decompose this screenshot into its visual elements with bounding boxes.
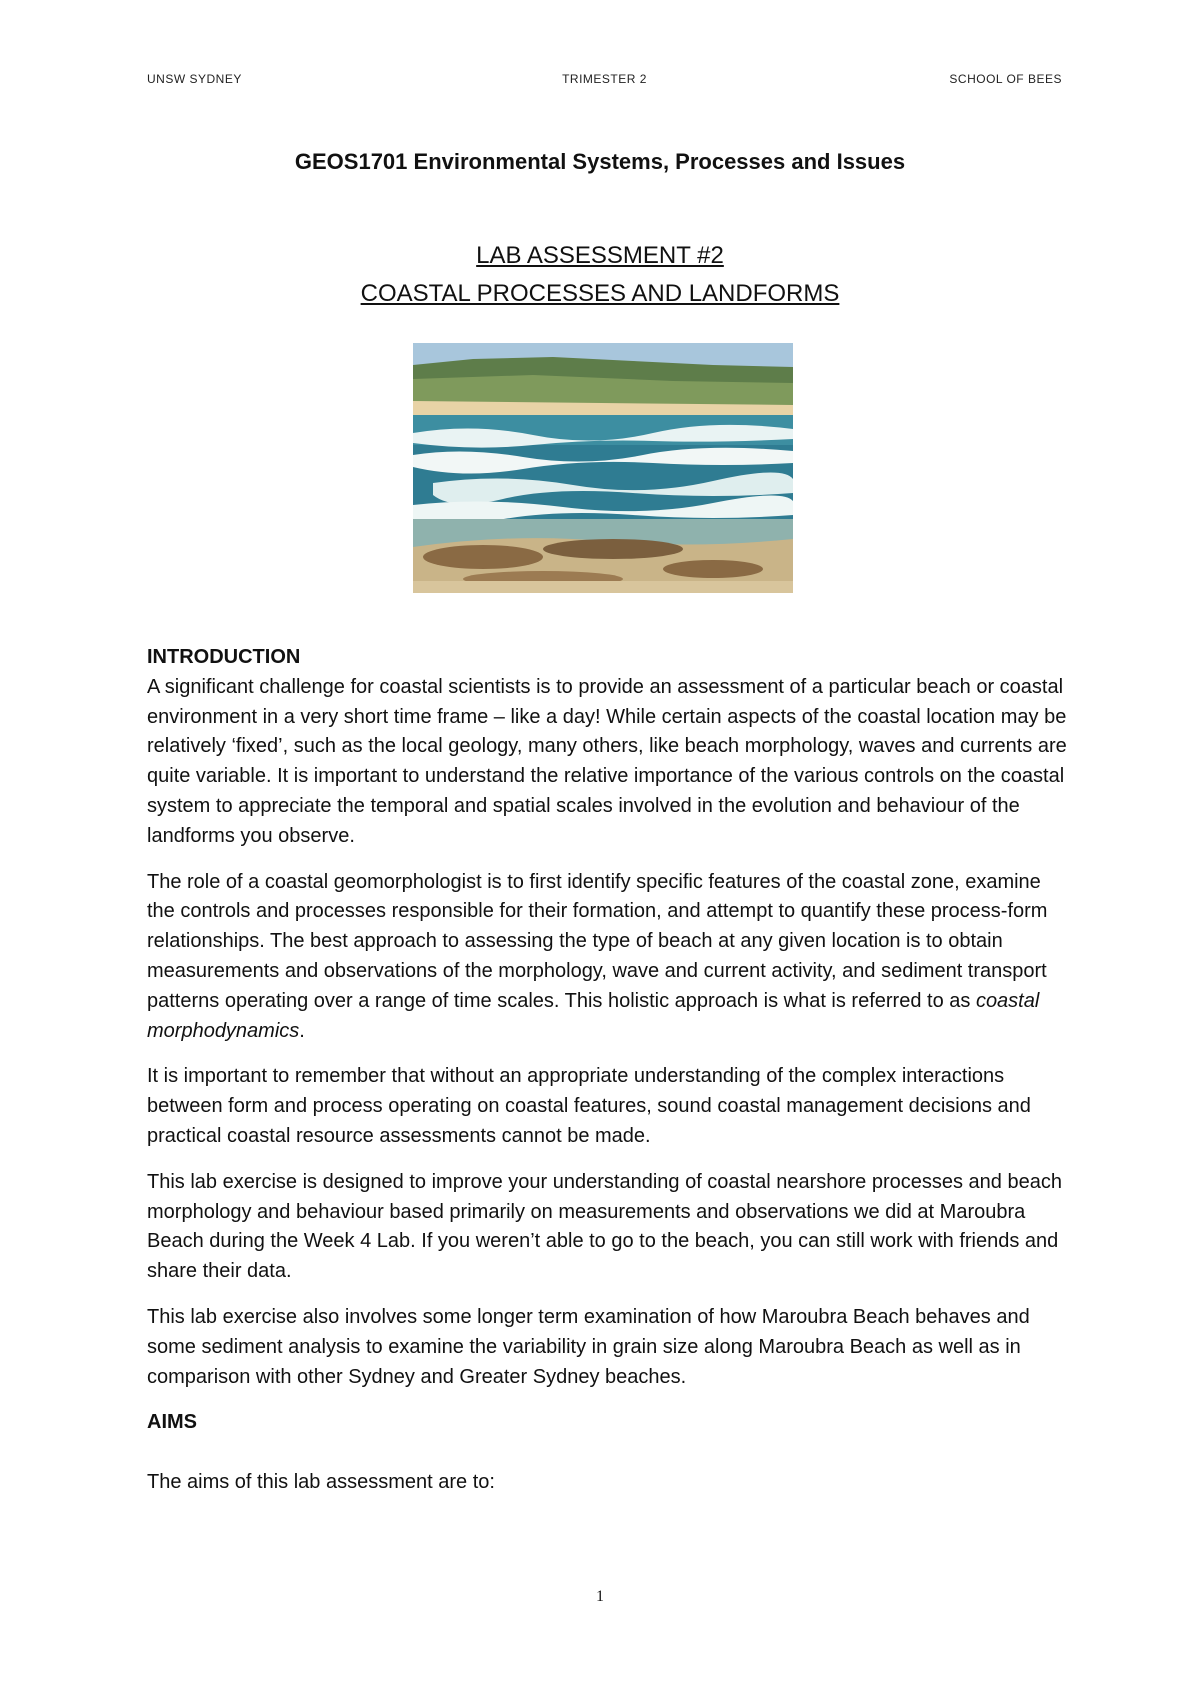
- beach-photo: [413, 343, 793, 593]
- course-title: GEOS1701 Environmental Systems, Processes and Issues: [294, 149, 906, 174]
- coastal-morphodynamics-term: coastal morphodynamics: [147, 989, 1040, 1042]
- introduction-paragraph-4: This lab exercise is designed to improve your understanding of coastal nearshore processes and beach morphology and behaviour based primarily on measurements and observations we did at Maroubra Beach during the Week 4 Lab. If you weren’t able to go to the beach, you can still work with friends and share their data.: [147, 1170, 1062, 1283]
- header-term: TRIMESTER 2: [562, 72, 647, 86]
- header-school: SCHOOL OF BEES: [949, 72, 1062, 86]
- lab-subtitle: COASTAL PROCESSES AND LANDFORMS: [360, 280, 840, 307]
- introduction-paragraph-1: A significant challenge for coastal scientists is to provide an assessment of a particular beach or coastal environment in a very short time frame – like a day! While certain aspects of the coastal location may be relatively ‘fixed’, such as the local geology, many others, like beach morphology, waves and currents are quite variable. It is important to understand the relative importance of the various controls on the coastal system to appreciate the temporal and spatial scales involved in the evolution and behaviour of the landforms you observe.: [147, 675, 1067, 847]
- aims-lead: The aims of this lab assessment are to:: [147, 1471, 495, 1494]
- header-university: UNSW SYDNEY: [147, 72, 242, 86]
- introduction-paragraph-5: This lab exercise also involves some longer term examination of how Maroubra Beach behaves and some sediment analysis to examine the variability in grain size along Maroubra Beach as well as in comparison with other Sydney and Greater Sydney beaches.: [147, 1305, 1030, 1388]
- page-number: 1: [596, 1588, 604, 1605]
- introduction-paragraph-2-text: The role of a coastal geomorphologist is to first identify specific features of the coastal zone, examine the controls and processes responsible for their formation, and attempt to quantify these process-form relationships. The best approach to assessing the type of beach at any given location is to obtain measurements and observations of the morphology, wave and current activity, and sediment transport patterns operating over a range of time scales. This holistic approach is what is referred to as: [147, 870, 1048, 1012]
- document-body: [147, 643, 1067, 1514]
- page-header: [147, 72, 1062, 90]
- introduction-paragraph-3: It is important to remember that without an appropriate understanding of the complex interactions between form and process operating on coastal features, sound coastal management decisions and practical coastal resource assessments cannot be made.: [147, 1065, 1031, 1147]
- introduction-heading: INTRODUCTION: [147, 646, 301, 668]
- introduction-paragraph-2: [147, 868, 1067, 1047]
- introduction-paragraph-2-end: .: [299, 1019, 305, 1042]
- aims-heading: AIMS: [147, 1411, 197, 1434]
- lab-title: LAB ASSESSMENT #2: [476, 242, 724, 269]
